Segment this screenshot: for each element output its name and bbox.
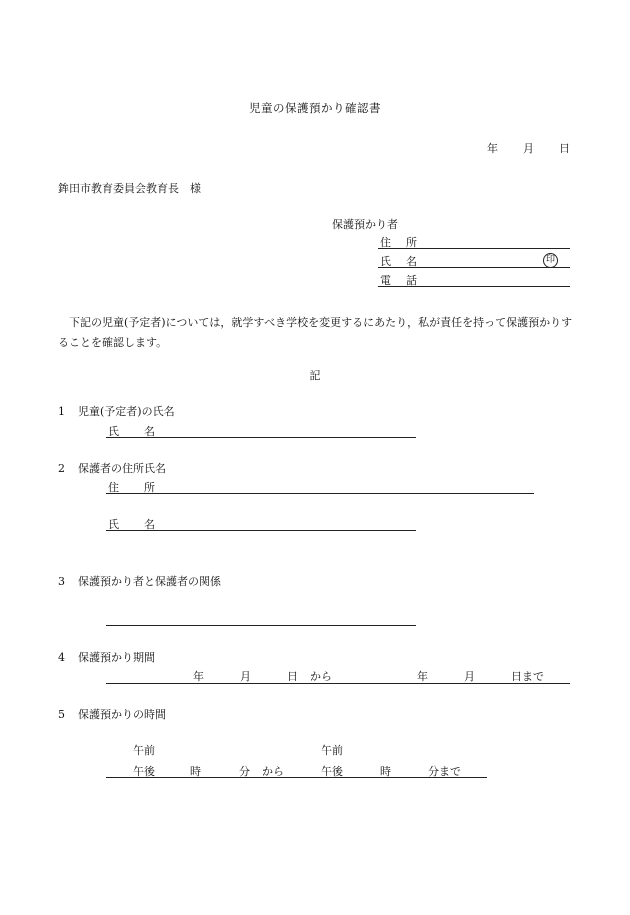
section-3-heading: 3 保護預かり者と保護者の関係 bbox=[58, 575, 221, 588]
period-to-day: 日まで bbox=[511, 670, 544, 683]
seal-mark: 印 bbox=[543, 253, 558, 268]
parent-address-label: 住 所 bbox=[108, 481, 155, 494]
guardian-heading: 保護預かり者 bbox=[332, 218, 398, 231]
period-from-day: 日 bbox=[287, 670, 298, 683]
guardian-address-line[interactable] bbox=[378, 248, 570, 249]
child-name-line[interactable] bbox=[106, 437, 416, 438]
child-name-label: 氏 名 bbox=[108, 425, 155, 438]
period-line[interactable] bbox=[106, 683, 570, 684]
parent-name-line[interactable] bbox=[106, 530, 416, 531]
date-day-label: 日 bbox=[559, 142, 570, 155]
time-from-pm: 午後 bbox=[133, 765, 155, 778]
date-year-label: 年 bbox=[487, 142, 498, 155]
time-from-minute: 分 bbox=[239, 765, 250, 778]
date-month-label: 月 bbox=[523, 142, 534, 155]
addressee: 鉾田市教育委員会教育長 様 bbox=[58, 182, 201, 195]
guardian-name-line[interactable] bbox=[378, 267, 570, 268]
ki-heading: 記 bbox=[309, 369, 321, 382]
section-5-heading: 5 保護預かりの時間 bbox=[58, 708, 166, 721]
section-1-heading: 1 児童(予定者)の氏名 bbox=[58, 405, 175, 418]
time-to-am: 午前 bbox=[321, 744, 343, 757]
section-2-heading: 2 保護者の住所氏名 bbox=[58, 462, 166, 475]
period-to-year: 年 bbox=[417, 670, 428, 683]
parent-name-label: 氏 名 bbox=[108, 518, 155, 531]
document-title: 児童の保護預かり確認書 bbox=[249, 101, 381, 115]
relationship-line[interactable] bbox=[106, 625, 416, 626]
time-line[interactable] bbox=[106, 777, 487, 778]
guardian-name-label: 氏 名 bbox=[380, 255, 417, 268]
section-4-heading: 4 保護預かり期間 bbox=[58, 651, 155, 664]
time-to-hour: 時 bbox=[380, 765, 391, 778]
time-from-suffix: から bbox=[262, 765, 284, 778]
period-from-month: 月 bbox=[240, 670, 251, 683]
guardian-address-label: 住 所 bbox=[380, 236, 417, 249]
period-from-year: 年 bbox=[193, 670, 204, 683]
period-from-suffix: から bbox=[310, 670, 332, 683]
time-to-pm: 午後 bbox=[321, 765, 343, 778]
parent-address-line[interactable] bbox=[106, 493, 534, 494]
guardian-phone-line[interactable] bbox=[378, 286, 570, 287]
confirmation-paragraph: 下記の児童(予定者)については，就学すべき学校を変更するにあたり，私が責任を持って保護預かりすることを確認します。 bbox=[58, 316, 573, 349]
guardian-phone-label: 電 話 bbox=[380, 274, 417, 287]
time-to-minute: 分まで bbox=[428, 765, 461, 778]
period-to-month: 月 bbox=[464, 670, 475, 683]
time-from-hour: 時 bbox=[190, 765, 201, 778]
time-from-am: 午前 bbox=[133, 744, 155, 757]
